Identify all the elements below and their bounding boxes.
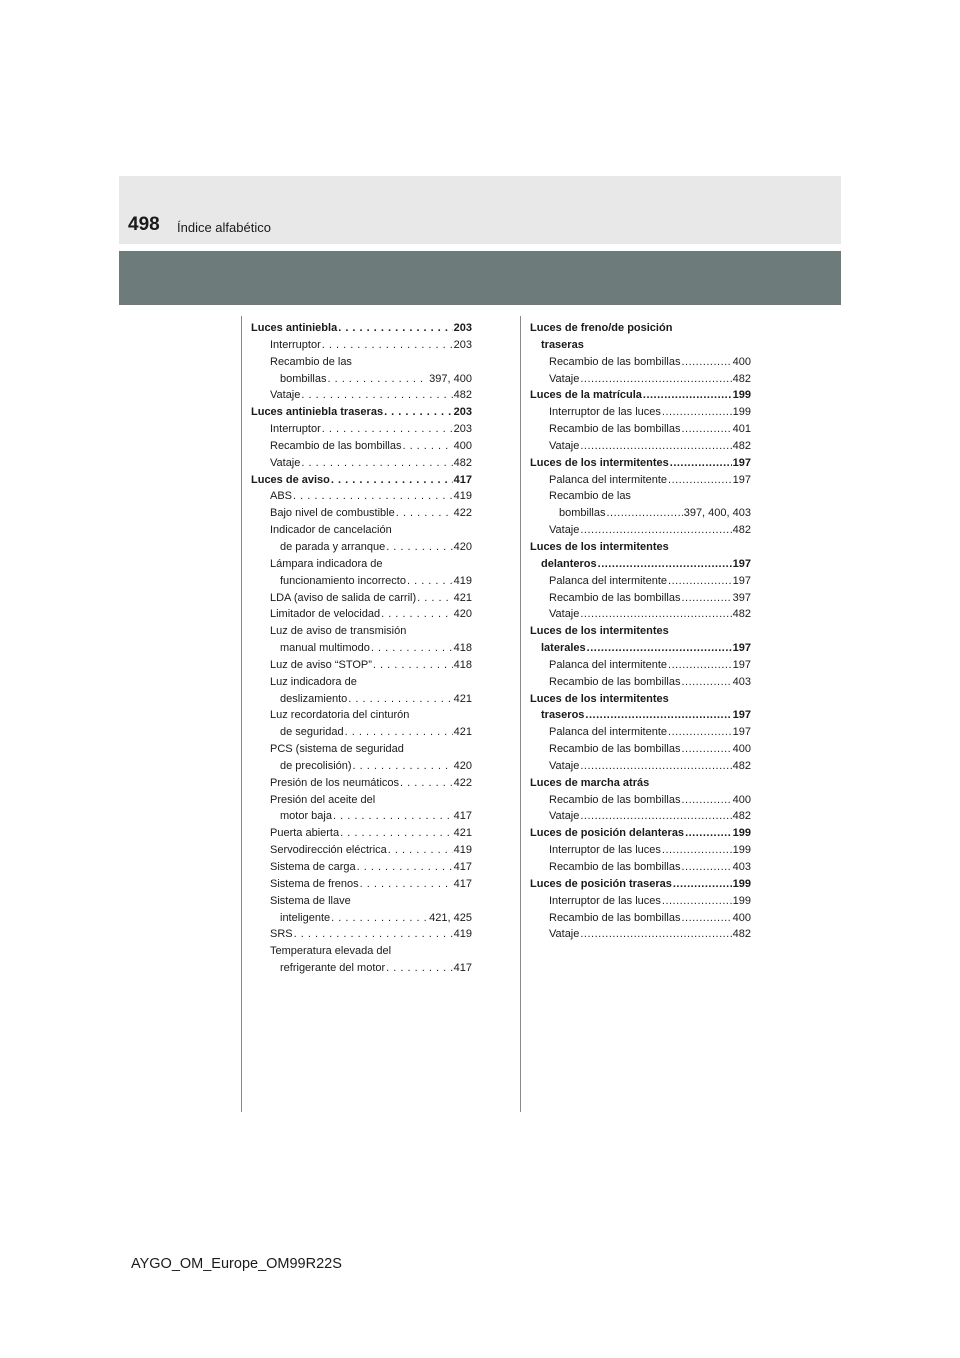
page-reference: 203 [453,406,472,419]
page-reference: 422 [453,776,472,789]
page-reference: 418 [453,658,472,671]
index-term: Presión de los neumáticos [270,776,400,789]
index-subentry [251,354,472,388]
dot-leader [681,910,731,927]
page-reference: 482 [732,372,751,385]
dot-leader [348,691,452,708]
page-reference: 400 [732,793,751,806]
dot-leader [580,606,731,623]
dot-leader [580,808,731,825]
dot-leader [331,910,428,927]
index-term: Luz de aviso de transmisión [270,625,407,638]
page-reference: 419 [453,844,472,857]
index-term: manual multimodo [280,642,370,655]
page-reference: 197 [732,709,751,722]
dot-leader [668,573,732,590]
page-reference: 419 [453,928,472,941]
index-term: Recambio de las bombillas [549,861,681,873]
dot-leader [301,387,452,404]
column-rule-right [520,316,521,1112]
index-term: Vataje [549,524,580,537]
dot-leader [643,387,732,404]
page-reference: 197 [732,726,751,739]
page-reference: 421, 425 [429,911,472,924]
index-term: Luces de los intermitentes [530,625,669,638]
index-term: Indicador de cancelación [270,524,392,537]
index-subentry [530,724,751,741]
index-subentry [251,438,472,455]
index-term: Vataje [549,759,580,772]
dot-leader [681,421,731,438]
index-subentry [251,859,472,876]
page-reference: 482 [453,389,472,402]
dot-leader [345,724,453,741]
index-term: Luz indicadora de [270,675,357,688]
index-term: de seguridad [280,726,344,739]
page-reference: 420 [453,759,472,772]
index-term: Temperatura elevada del [270,945,392,958]
dot-leader [338,320,452,337]
dot-leader [668,472,732,489]
page-reference: 203 [453,423,472,436]
dot-leader [681,859,731,876]
index-term: Recambio de las bombillas [549,675,681,688]
index-term: Servodirección eléctrica [270,844,387,857]
page-number: 498 [128,214,160,235]
page-reference: 197 [732,557,751,570]
index-term: Vataje [270,389,301,402]
page-reference: 403 [732,861,751,873]
index-term: Recambio de las bombillas [549,591,681,604]
page-reference: 420 [453,540,472,553]
index-column-right [530,320,751,943]
dot-leader [662,404,732,421]
dot-leader [598,556,732,573]
dot-leader [386,960,452,977]
dot-leader [417,590,453,607]
index-subentry [251,674,472,708]
index-subentry [530,674,751,691]
index-subentry [530,371,751,388]
index-term: Palanca del intermitente [549,574,668,587]
dot-leader [384,404,453,421]
column-rule-left [241,316,242,1112]
index-term: Recambio de las bombillas [270,439,402,452]
index-subentry [251,943,472,977]
dot-leader [322,337,453,354]
dot-leader [386,539,452,556]
dot-leader [662,842,732,859]
dot-leader [301,455,452,472]
dot-leader [381,606,453,623]
index-term: Vataje [270,456,301,469]
dot-leader [670,455,732,472]
index-subentry [251,488,472,505]
page-reference: 199 [732,844,751,857]
page-reference: 403 [732,675,751,688]
index-term: Recambio de las bombillas [549,911,681,924]
index-term: Sistema de llave [270,894,351,907]
index-subentry [530,741,751,758]
index-term: de parada y arranque [280,540,386,553]
index-heading [530,539,751,573]
page-reference: 197 [732,456,751,469]
index-term: Luces de los intermitentes [530,692,669,705]
dot-leader [580,438,731,455]
index-subentry [530,893,751,910]
page-reference: 482 [732,759,751,772]
page-reference: 482 [732,608,751,621]
dot-leader [293,488,453,505]
index-subentry [530,438,751,455]
index-heading [530,387,751,404]
index-term: deslizamiento [280,692,348,705]
index-term: laterales [541,642,586,655]
dot-leader [668,724,732,741]
index-subentry [251,707,472,741]
dot-leader [585,707,731,724]
dot-leader [681,354,731,371]
page-reference: 421 [453,827,472,840]
dot-leader [357,859,453,876]
page-reference: 197 [732,574,751,587]
index-subentry [251,505,472,522]
dot-leader [333,808,453,825]
index-term: Interruptor de las luces [549,894,661,907]
dot-leader [340,825,453,842]
index-term: delanteros [541,557,597,570]
dot-leader [400,775,453,792]
dot-leader [407,573,453,590]
index-term: Interruptor [270,423,321,436]
document-code: AYGO_OM_Europe_OM99R22S [131,1256,342,1272]
page-reference: 417 [453,877,472,890]
page-reference: 422 [453,507,472,520]
index-term: LDA (aviso de salida de carril) [270,591,417,604]
index-term: traseros [541,709,585,722]
dot-leader [388,842,453,859]
index-heading [251,404,472,421]
dot-leader [353,758,453,775]
index-term: Luces de posición delanteras [530,827,685,840]
dot-leader [580,758,731,775]
index-term: Interruptor de las luces [549,844,661,857]
dot-leader [685,825,732,842]
index-term: Recambio de las [549,490,631,503]
index-term: Limitador de velocidad [270,608,381,621]
index-term: SRS [270,928,293,941]
index-subentry [251,825,472,842]
page-reference: 421 [453,726,472,739]
page-reference: 401 [732,423,751,436]
page-reference: 203 [453,338,472,351]
index-term: Interruptor de las luces [549,406,661,419]
page-reference: 199 [732,894,751,907]
dot-leader [673,876,732,893]
index-term: Recambio de las bombillas [549,743,681,756]
index-subentry [251,421,472,438]
dot-leader [681,674,731,691]
page-reference: 400 [453,439,472,452]
index-subentry [251,606,472,623]
index-heading [530,623,751,657]
page-reference: 482 [732,928,751,941]
page-reference: 397, 400, 403 [683,507,751,520]
dot-leader [668,657,732,674]
page-reference: 418 [453,642,472,655]
index-subentry [251,337,472,354]
dot-leader [580,371,731,388]
page-reference: 397 [732,591,751,604]
index-term: PCS (sistema de seguridad [270,743,404,756]
page-reference: 482 [453,456,472,469]
dot-leader [373,657,453,674]
dot-leader [681,741,731,758]
index-term: Vataje [549,810,580,823]
dot-leader [331,472,453,489]
index-subentry [530,488,751,522]
dot-leader [402,438,452,455]
index-subentry [530,792,751,809]
index-term: Palanca del intermitente [549,473,668,486]
index-term: Luz recordatoria del cinturón [270,709,410,722]
index-term: Luces antiniebla traseras [251,406,384,419]
index-term: Puerta abierta [270,827,340,840]
dot-leader [580,522,731,539]
index-subentry [530,808,751,825]
index-subentry [530,354,751,371]
page-reference: 482 [732,810,751,823]
index-subentry [251,387,472,404]
dot-leader [360,876,453,893]
dot-leader [371,640,453,657]
page-reference: 421 [453,692,472,705]
index-column-left [251,320,472,977]
page-reference: 420 [453,608,472,621]
index-subentry [530,472,751,489]
index-subentry [530,522,751,539]
page-reference: 482 [732,524,751,537]
index-heading [530,455,751,472]
page-reference: 419 [453,574,472,587]
index-subentry [530,758,751,775]
index-subentry [251,623,472,657]
index-term: Luces de posición traseras [530,877,672,890]
index-term: refrigerante del motor [280,962,386,975]
index-subentry [530,606,751,623]
page-reference: 199 [732,877,751,890]
index-term: bombillas [280,372,327,385]
index-subentry [530,590,751,607]
page-reference: 199 [732,827,751,840]
index-subentry [530,910,751,927]
index-subentry [530,657,751,674]
index-subentry [530,421,751,438]
index-subentry [251,876,472,893]
dot-leader [294,926,453,943]
index-subentry [251,590,472,607]
index-term: Presión del aceite del [270,793,376,806]
page-reference: 419 [453,490,472,503]
index-heading [530,320,751,354]
index-subentry [530,573,751,590]
index-term: motor baja [280,810,332,823]
index-term: Sistema de carga [270,861,356,873]
index-term: Vataje [549,928,580,941]
index-term: Luces de los intermitentes [530,540,669,553]
index-term: Luces antiniebla [251,322,338,334]
page-reference: 400 [732,743,751,756]
dot-leader [681,590,731,607]
index-subentry [251,792,472,826]
index-term: de precolisión) [280,759,352,772]
index-subentry [251,522,472,556]
index-subentry [251,556,472,590]
index-term: Luces de los intermitentes [530,456,669,469]
page-reference: 417 [453,810,472,823]
page-reference: 482 [732,439,751,452]
index-term: Luces de la matrícula [530,389,642,402]
index-term: Bajo nivel de combustible [270,507,395,520]
index-subentry [251,741,472,775]
index-term: inteligente [280,911,331,924]
index-subentry [530,404,751,421]
index-term: Sistema de frenos [270,877,359,890]
page-reference: 421 [453,591,472,604]
index-term: Luces de freno/de posición [530,322,673,334]
index-term: Vataje [549,372,580,385]
index-term: Palanca del intermitente [549,726,668,739]
index-term: Luz de aviso “STOP” [270,658,372,671]
index-subentry [251,926,472,943]
index-subentry [251,775,472,792]
index-subentry [251,455,472,472]
index-term: traseras [541,338,584,351]
index-subentry [530,859,751,876]
index-subentry [251,842,472,859]
page-reference: 197 [732,658,751,671]
index-term: Lámpara indicadora de [270,557,383,570]
page-reference: 203 [453,322,472,334]
page-reference: 197 [732,473,751,486]
index-term: bombillas [559,507,606,520]
index-subentry [251,657,472,674]
dot-leader [681,792,731,809]
index-term: Recambio de las bombillas [549,793,681,806]
index-subentry [530,842,751,859]
page-reference: 197 [732,642,751,655]
index-term: Luces de marcha atrás [530,776,650,789]
index-heading [251,472,472,489]
dot-leader [327,371,428,388]
index-heading [530,775,751,792]
dot-leader [606,505,682,522]
page-reference: 199 [732,406,751,419]
index-term: Vataje [549,439,580,452]
section-title: Índice alfabético [177,220,271,235]
index-term: Recambio de las bombillas [549,355,681,368]
dot-leader [662,893,732,910]
page-reference: 199 [732,389,751,402]
dot-leader [580,926,731,943]
dot-leader [587,640,732,657]
page-reference: 400 [732,355,751,368]
index-term: funcionamiento incorrecto [280,574,406,587]
index-heading [530,691,751,725]
dot-leader [396,505,453,522]
index-term: Vataje [549,608,580,621]
page-reference: 417 [453,473,472,486]
index-term: ABS [270,490,293,503]
section-band [119,251,841,305]
index-subentry [251,893,472,927]
dot-leader [322,421,453,438]
index-term: Interruptor [270,338,321,351]
index-heading [251,320,472,337]
index-term: Recambio de las [270,355,352,368]
index-subentry [530,926,751,943]
page-reference: 397, 400 [429,372,472,385]
index-heading [530,876,751,893]
page-reference: 417 [453,861,472,873]
index-term: Recambio de las bombillas [549,423,681,436]
page-reference: 400 [732,911,751,924]
index-term: Luces de aviso [251,473,330,486]
index-heading [530,825,751,842]
page-reference: 417 [453,962,472,975]
index-term: Palanca del intermitente [549,658,668,671]
